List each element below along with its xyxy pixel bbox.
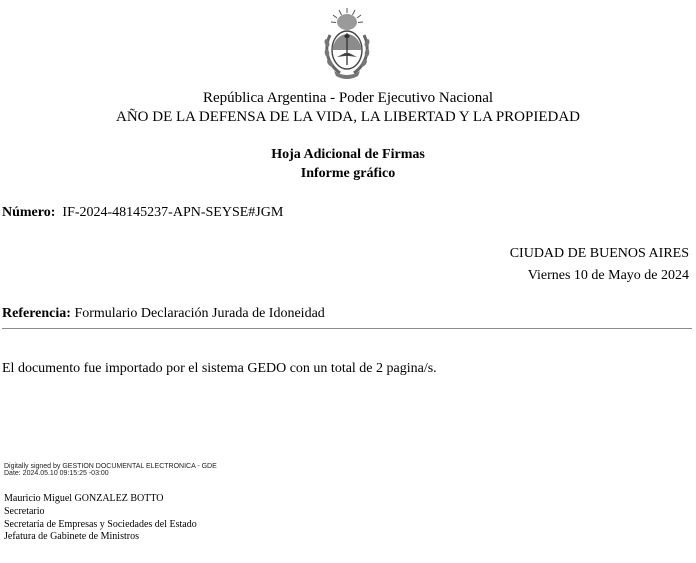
- digital-signature-line-1: Digitally signed by GESTION DOCUMENTAL ELECTRONICA - GDE: [4, 463, 217, 470]
- argentina-coat-of-arms-icon: [320, 7, 374, 83]
- referencia-label: Referencia:: [2, 306, 71, 321]
- digital-signature-date: Date: 2024.05.10 09:15:25 -03:00: [4, 470, 109, 477]
- header-line-2: AÑO DE LA DEFENSA DE LA VIDA, LA LIBERTAD Y LA PROPIEDAD: [115, 109, 580, 125]
- signer-org: Jefatura de Gabinete de Ministros: [4, 531, 139, 542]
- numero-row: [2, 204, 283, 221]
- referencia-row: [2, 305, 325, 322]
- signer-office: Secretaría de Empresas y Sociedades del Estado: [4, 519, 197, 530]
- referencia-value: Formulario Declaración Jurada de Idoneidad: [74, 306, 325, 321]
- place: CIUDAD DE BUENOS AIRES: [509, 246, 689, 261]
- divider: [2, 328, 692, 329]
- header-line-1: República Argentina - Poder Ejecutivo Nacional: [202, 90, 494, 106]
- numero-value: IF-2024-48145237-APN-SEYSE#JGM: [62, 205, 284, 220]
- signer-name: Mauricio Miguel GONZALEZ BOTTO: [4, 493, 164, 504]
- numero-label: Número:: [2, 205, 56, 220]
- document-subtitle: Informe gráfico: [300, 166, 396, 181]
- body-text: El documento fue importado por el sistema GEDO con un total de 2 pagina/s.: [2, 361, 437, 376]
- document-title: Hoja Adicional de Firmas: [271, 147, 425, 162]
- signer-role: Secretario: [4, 506, 45, 517]
- date: Viernes 10 de Mayo de 2024: [527, 268, 689, 283]
